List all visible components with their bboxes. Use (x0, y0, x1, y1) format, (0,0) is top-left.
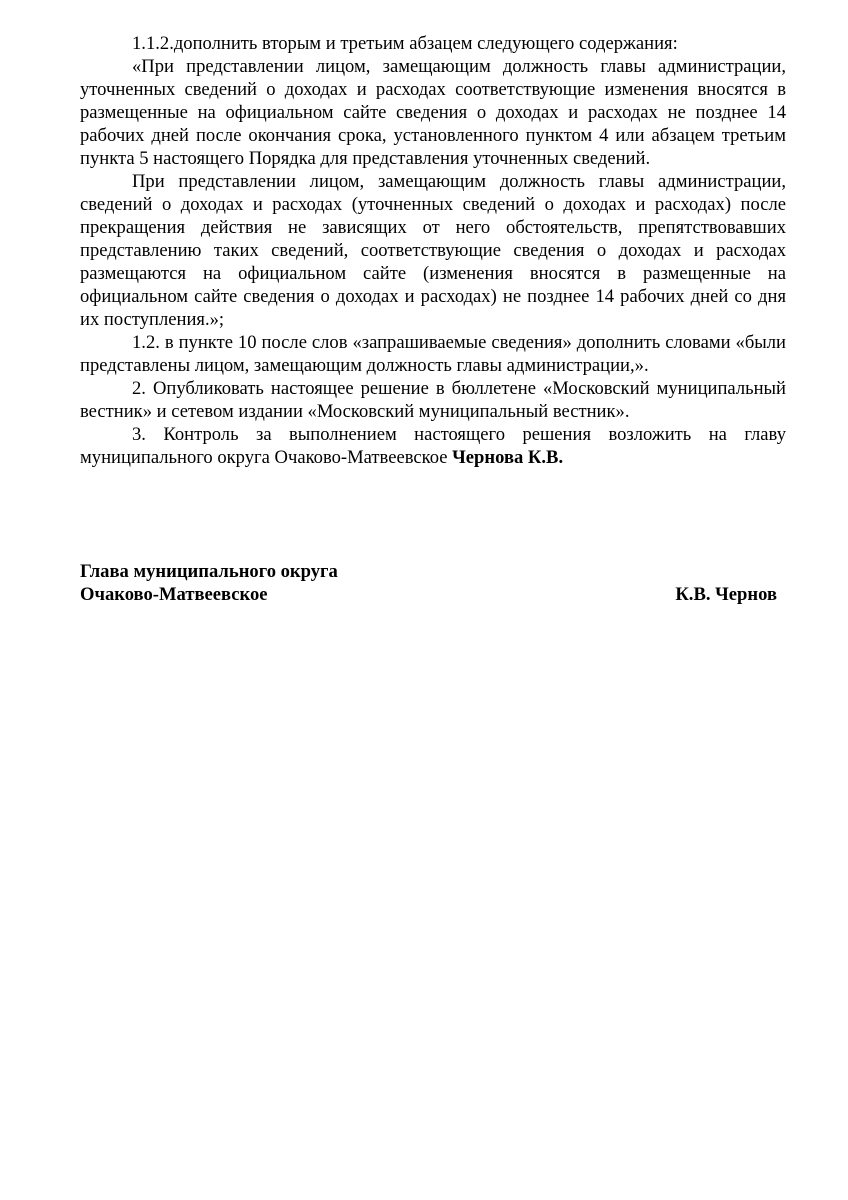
signature-name: К.В. Чернов (675, 584, 777, 605)
paragraph-3-control (80, 423, 786, 469)
paragraph-quote-first: «При представлении лицом, замещающим должность главы администрации, уточненных сведений о доходах и расходах соответствующие изменения вносятся в размещенные на официальном сайте сведения о доходах и расходах не позднее 14 рабочих дней после окончания срока, установленного пунктом 4 или абзацем третьим пункта 5 настоящего Порядка для представления уточненных сведений. (80, 56, 786, 169)
signature-block (80, 560, 777, 606)
signature-title-line1: Глава муниципального округа (80, 561, 338, 582)
paragraph-3-text: 3. Контроль за выполнением настоящего решения возложить на главу муниципального округа Очаково-Матвеевское (80, 424, 786, 468)
paragraph-1-1-2: 1.1.2.дополнить вторым и третьим абзацем следующего содержания: (132, 33, 678, 54)
paragraph-2-publish: 2. Опубликовать настоящее решение в бюллетене «Московский муниципальный вестник» и сетевом издании «Московский муниципальный вестник». (80, 378, 786, 422)
responsible-person: Чернова К.В. (452, 447, 564, 468)
paragraph-1-2: 1.2. в пункте 10 после слов «запрашиваемые сведения» дополнить словами «были представлены лицом, замещающим должность главы администрации,». (80, 332, 786, 376)
signature-row (80, 583, 777, 606)
signature-title-line2: Очаково-Матвеевское (80, 584, 268, 605)
document-body (80, 32, 786, 469)
paragraph-quote-second: При представлении лицом, замещающим должность главы администрации, сведений о доходах и расходах (уточненных сведений о доходах и расходах) после прекращения действия не зависящих от него обстоятельств, препятствовавших представлению таких сведений, соответствующие сведения о доходах и расходах размещаются на официальном сайте (изменения вносятся в размещенные на официальном сайте сведения о доходах и расходах) не позднее 14 рабочих дней со дня их поступления.»; (80, 171, 786, 330)
